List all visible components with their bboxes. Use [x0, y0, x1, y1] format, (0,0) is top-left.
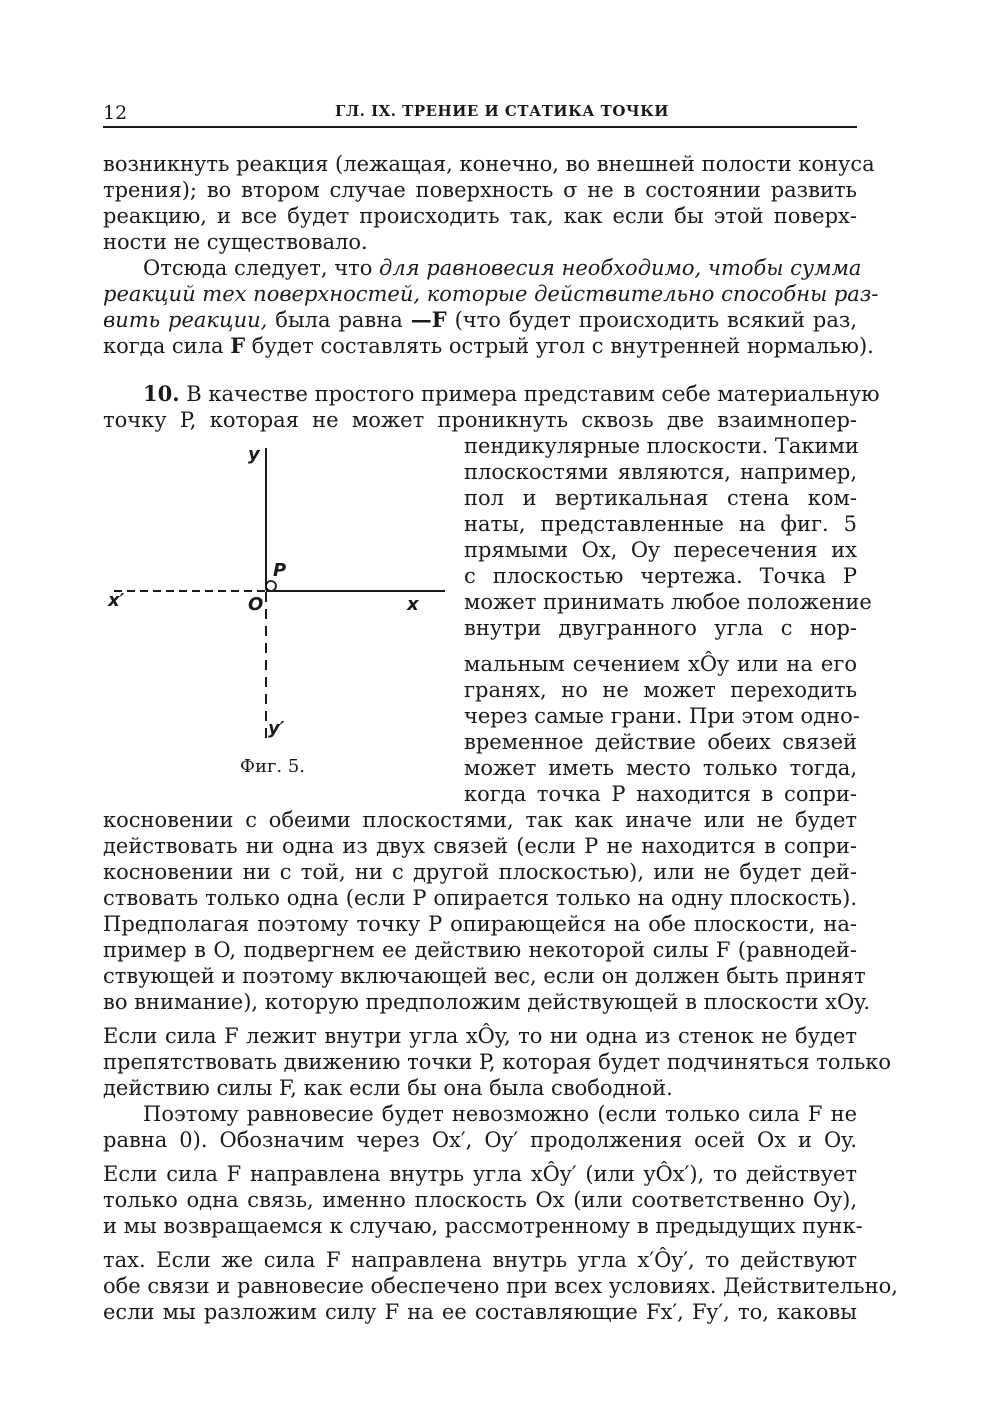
text-line: внутри двугранного угла с нор-: [464, 616, 857, 640]
text-line: когда точка P находится в сопри-: [464, 782, 857, 806]
emphasis-span: для равновесия необходимо, чтобы сумма: [379, 256, 862, 280]
text-line: во внимание), которую предположим действующей в плоскости xOy.: [103, 990, 870, 1014]
axes-diagram: [100, 440, 445, 800]
point-p-marker: [266, 581, 276, 591]
running-header: [103, 96, 857, 128]
emphasis-line: реакций тех поверхностей, которые действительно способны раз-: [103, 282, 879, 306]
text-line: [103, 254, 862, 282]
text-line: только одна связь, именно плоскость Ox (или соответственно Oy),: [103, 1188, 857, 1212]
vector-symbol: —F: [410, 307, 447, 332]
text-line: временное действие обеих связей: [464, 730, 857, 754]
text-line: может принимать любое положение: [464, 590, 872, 614]
text-line: может иметь место только тогда,: [464, 756, 857, 780]
label-x: x: [407, 594, 419, 615]
section-number: 10.: [143, 381, 180, 406]
text-line: ствовать только одна (если P опирается только на одну плоскость).: [103, 886, 857, 910]
figure-caption: Фиг. 5.: [240, 756, 305, 777]
emphasis-span: вить реакции,: [103, 308, 268, 332]
text-line: действию силы F, как если бы она была свободной.: [103, 1076, 673, 1100]
text-line: наты, представленные на фиг. 5: [464, 512, 857, 536]
text-line: мальным сечением xÔy или на его: [464, 652, 857, 676]
text-line: пол и вертикальная стена ком-: [464, 486, 857, 510]
label-o: O: [248, 594, 264, 615]
text-line: и мы возвращаемся к случаю, рассмотренному в предыдущих пунк-: [103, 1214, 863, 1238]
text-line: ствующей и поэтому включающей вес, если он должен быть принят: [103, 964, 866, 988]
text-line: плоскостями являются, например,: [464, 460, 857, 484]
vector-symbol: F: [230, 333, 246, 358]
text-line: если мы разложим силу F на ее составляющие Fx′, Fy′, то, каковы: [103, 1300, 857, 1324]
page-number: 12: [103, 102, 128, 124]
text-span: В качестве простого примера представим себе материальную: [179, 382, 880, 406]
label-y: y: [248, 444, 260, 465]
text-line: трения); во втором случае поверхность σ не в состоянии развить: [103, 178, 857, 202]
text-line: пример в O, подвергнем ее действию некоторой силы F (равнодей-: [103, 938, 857, 962]
text-line: обе связи и равновесие обеспечено при всех условиях. Действительно,: [103, 1274, 898, 1298]
text-line: Если сила F направлена внутрь угла xÔy′ (или yÔx′), то действует: [103, 1162, 857, 1186]
text-line: Предполагая поэтому точку P опирающейся на обе плоскости, на-: [103, 912, 857, 936]
text-line: реакцию, и все будет происходить так, как если бы этой поверх-: [103, 204, 857, 228]
text-line: косновении с обеими плоскостями, так как иначе или не будет: [103, 808, 857, 832]
text-span: Отсюда следует, что: [143, 256, 380, 280]
text-line: препятствовать движению точки P, которая будет подчиняться только: [103, 1050, 892, 1074]
text-line: через самые грани. При этом одно-: [464, 704, 860, 728]
label-y-prime: y′: [268, 718, 285, 739]
running-title: ГЛ. IX. ТРЕНИЕ И СТАТИКА ТОЧКИ: [335, 102, 669, 120]
text-span: будет составлять острый угол с внутренней нормалью).: [245, 334, 874, 358]
label-x-prime: x′: [108, 590, 125, 611]
text-line: ности не существовало.: [103, 230, 368, 254]
text-line: действовать ни одна из двух связей (если P не находится в сопри-: [103, 834, 857, 858]
text-line: Поэтому равновесие будет невозможно (если только сила F не: [143, 1102, 857, 1126]
text-line: [103, 306, 857, 334]
text-line: тах. Если же сила F направлена внутрь угла x′Ôy′, то действуют: [103, 1248, 857, 1272]
text-line: [103, 332, 874, 360]
figure-5: [100, 440, 445, 800]
text-span: когда сила: [103, 334, 231, 358]
text-line: гранях, но не может переходить: [464, 678, 857, 702]
text-line: косновении ни с той, ни с другой плоскостью), или не будет дей-: [103, 860, 857, 884]
text-line: возникнуть реакция (лежащая, конечно, во внешней полости конуса: [103, 152, 875, 176]
text-span: была равна: [267, 308, 411, 332]
text-line: пендикулярные плоскости. Такими: [464, 434, 859, 458]
section-heading-line: [103, 380, 880, 408]
text-line: с плоскостью чертежа. Точка P: [464, 564, 857, 588]
text-line: точку P, которая не может проникнуть сквозь две взаимнопер-: [103, 408, 857, 432]
text-line: Если сила F лежит внутри угла xÔy, то ни одна из стенок не будет: [103, 1024, 857, 1048]
text-line: равна 0). Обозначим через Ox′, Oy′ продолжения осей Ox и Oy.: [103, 1128, 857, 1152]
text-span: (что будет происходить всякий раз,: [446, 308, 858, 332]
text-line: прямыми Ox, Oy пересечения их: [464, 538, 857, 562]
label-p: P: [273, 560, 287, 581]
